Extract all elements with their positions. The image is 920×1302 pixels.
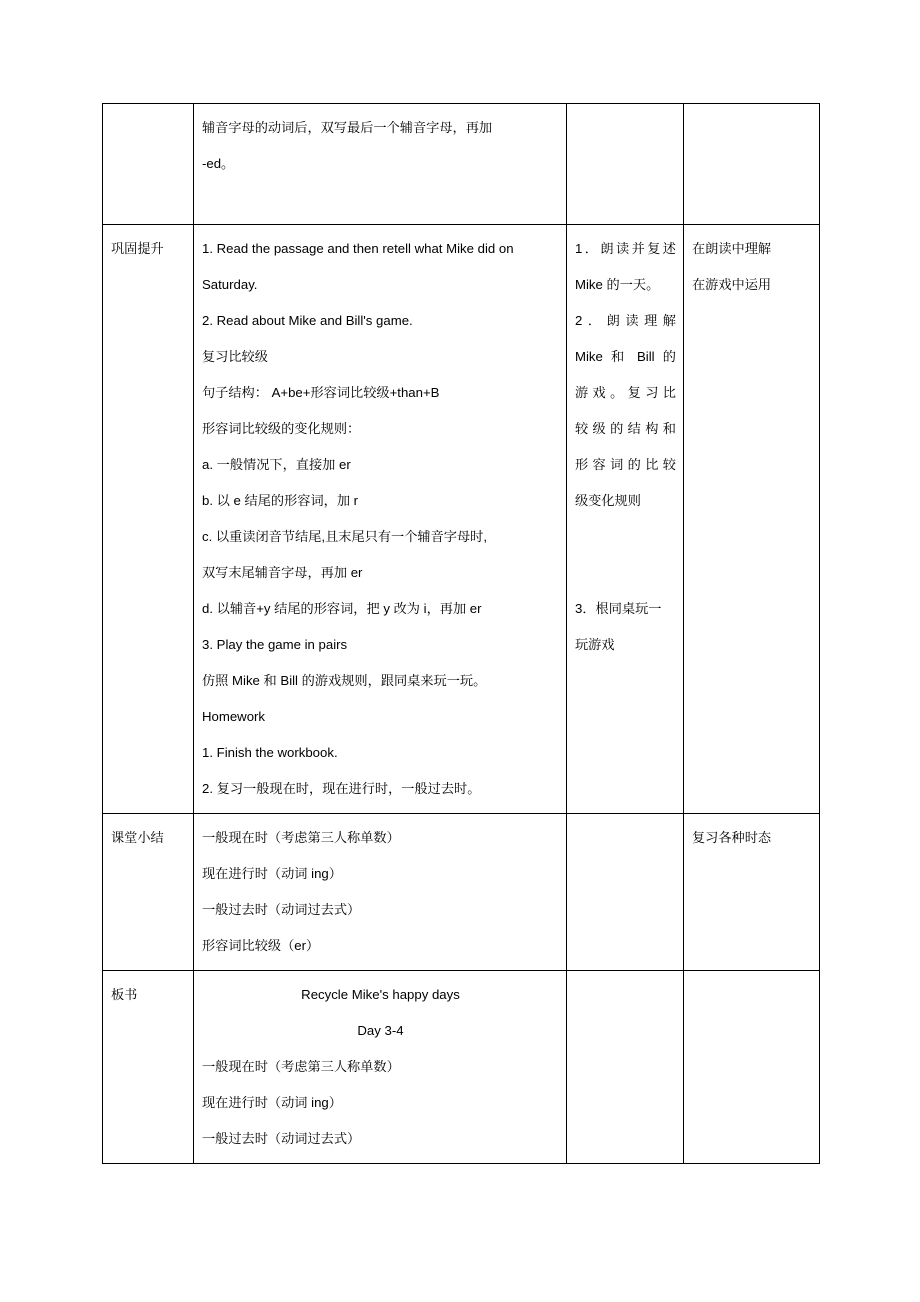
row-notes-cell — [567, 971, 684, 1164]
row-intent-cell — [684, 104, 820, 225]
content-line: 现在进行时（动词 ing） — [202, 866, 342, 881]
content-line: 句子结构： A+be+形容词比较级+than+B — [202, 385, 440, 400]
blackboard-subtitle: Day 3-4 — [357, 1023, 404, 1038]
content-line: 形容词比较级（er） — [202, 938, 320, 953]
note-line: Mike 的一天。 — [575, 277, 660, 292]
intent-line: 在朗读中理解 — [692, 241, 772, 256]
table-row — [103, 104, 820, 225]
note-line: 2．朗读理解 — [575, 313, 676, 328]
content-line: c. 以重读闭音节结尾,且末尾只有一个辅音字母时, — [202, 529, 487, 544]
blank-line — [575, 555, 676, 591]
row-intent-cell — [684, 971, 820, 1164]
note-line: 1．朗读并复述 — [575, 241, 676, 256]
table-row — [103, 971, 820, 1164]
row-intent-cell — [684, 225, 820, 814]
note-line: 玩游戏 — [575, 637, 615, 652]
content-line: 复习比较级 — [202, 349, 268, 364]
content-line: -ed。 — [202, 156, 235, 171]
content-line: 一般现在时（考虑第三人称单数） — [202, 830, 400, 845]
blank-line — [575, 519, 676, 555]
content-line: 1. Finish the workbook. — [202, 745, 338, 760]
note-line: 较级的结构和 — [575, 421, 676, 436]
row-label: 课堂小结 — [111, 830, 164, 845]
content-line: 现在进行时（动词 ing） — [202, 1095, 342, 1110]
table-row — [103, 814, 820, 971]
content-line: d. 以辅音+y 结尾的形容词，把 y 改为 i，再加 er — [202, 601, 482, 616]
content-line: 辅音字母的动词后，双写最后一个辅音字母，再加 — [202, 120, 493, 135]
row-label-cell — [103, 814, 194, 971]
content-line: b. 以 e 结尾的形容词，加 r — [202, 493, 359, 508]
row-content-cell — [194, 814, 567, 971]
row-label: 板书 — [111, 987, 138, 1002]
content-line: 3. Play the game in pairs — [202, 637, 348, 652]
blackboard-title: Recycle Mike's happy days — [301, 987, 460, 1002]
row-content-cell — [194, 104, 567, 225]
content-line: 仿照 Mike 和 Bill 的游戏规则，跟同桌来玩一玩。 — [202, 673, 487, 688]
lesson-plan-table — [102, 103, 820, 1164]
content-line: 2. 复习一般现在时，现在进行时，一般过去时。 — [202, 781, 481, 796]
row-notes-cell — [567, 104, 684, 225]
intent-line: 在游戏中运用 — [692, 277, 772, 292]
row-content-cell — [194, 971, 567, 1164]
note-line: Mike 和 Bill 的 — [575, 349, 676, 364]
row-intent-cell — [684, 814, 820, 971]
content-line: a. 一般情况下，直接加 er — [202, 457, 351, 472]
table-row — [103, 225, 820, 814]
note-line: 形容词的比较 — [575, 457, 676, 472]
content-line: 形容词比较级的变化规则： — [202, 421, 361, 436]
note-line: 级变化规则 — [575, 493, 641, 508]
row-label-cell — [103, 971, 194, 1164]
row-label: 巩固提升 — [111, 241, 164, 256]
row-notes-cell — [567, 225, 684, 814]
row-content-cell — [194, 225, 567, 814]
row-label-cell — [103, 104, 194, 225]
content-line: Homework — [202, 709, 266, 724]
content-line: 一般过去时（动词过去式） — [202, 1131, 361, 1146]
content-line: 1. Read the passage and then retell what Mike did on — [202, 241, 514, 256]
content-line: Saturday. — [202, 277, 258, 292]
content-line: 2. Read about Mike and Bill's game. — [202, 313, 413, 328]
intent-line: 复习各种时态 — [692, 830, 772, 845]
content-line: 一般过去时（动词过去式） — [202, 902, 361, 917]
row-label-cell — [103, 225, 194, 814]
content-line: 双写末尾辅音字母，再加 er — [202, 565, 363, 580]
content-line: 一般现在时（考虑第三人称单数） — [202, 1059, 400, 1074]
row-notes-cell — [567, 814, 684, 971]
note-line: 游戏。复习比 — [575, 385, 676, 400]
blank-line — [202, 182, 559, 218]
note-line: 3．根同桌玩一 — [575, 601, 662, 616]
